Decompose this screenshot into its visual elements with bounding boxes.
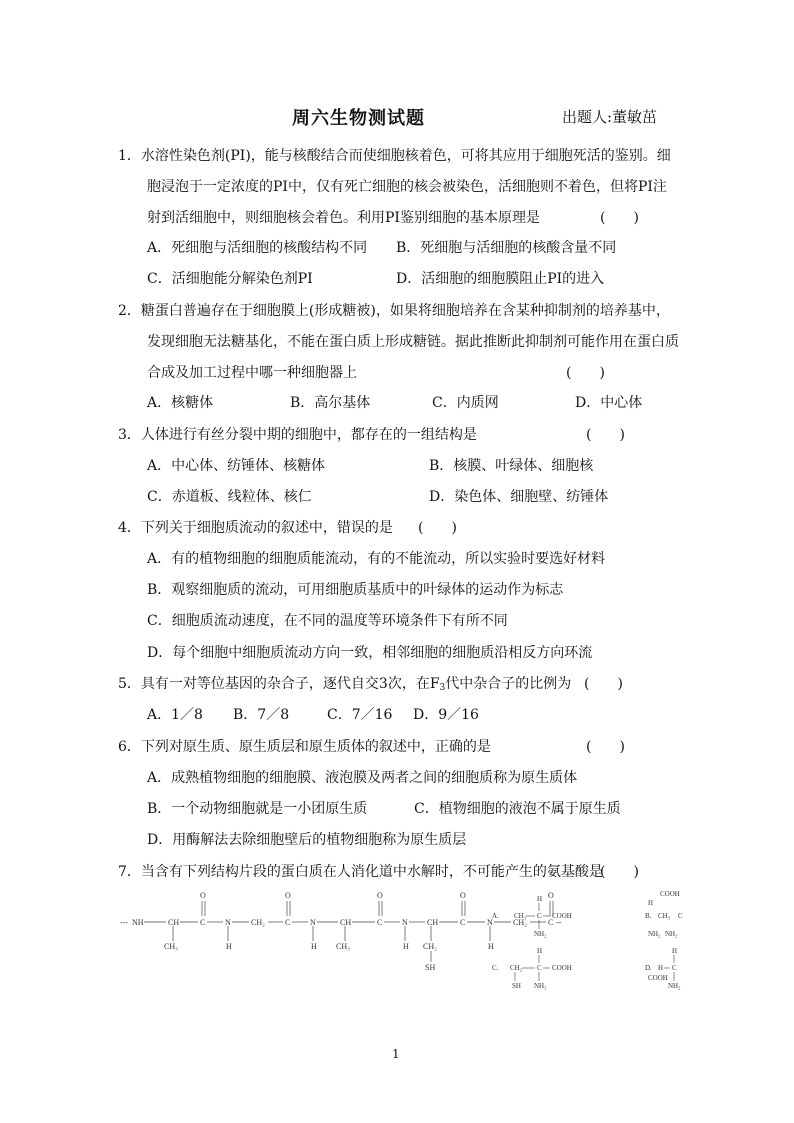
chain-sub-sh: SH <box>425 963 436 972</box>
opt-d-nh2: NH₂ <box>668 982 681 990</box>
opt-c-label: C. <box>492 964 499 972</box>
chain-oxygen-2: O <box>285 891 291 900</box>
author-label: 出题人:董敏茁 <box>562 108 658 126</box>
chain-atom-c-5: C <box>548 918 554 927</box>
q1-line-2: 胞浸泡于一定浓度的PI中，仅有死亡细胞的核会被染色，活细胞则不着色，但将PI注 <box>147 179 667 195</box>
q1-option-c: C．活细胞能分解染色剂PI <box>147 271 313 287</box>
q5-option-b: B．7／8 <box>233 707 290 723</box>
q6-line-1: 6．下列对原生质、原生质层和原生质体的叙述中，正确的是 <box>118 739 491 755</box>
opt-d-label: D. <box>645 964 652 972</box>
opt-d-h: H <box>672 947 678 955</box>
opt-d-h-left: H <box>658 964 664 972</box>
q6-option-a: A．成熟植物细胞的细胞膜、液泡膜及两者之间的细胞质称为原生质体 <box>147 770 578 786</box>
q3-option-d: D．染色体、细胞壁、纺锤体 <box>429 489 609 505</box>
q5-option-a: A．1／8 <box>147 707 203 723</box>
q7-answer-paren: ( ) <box>600 864 639 880</box>
q3-line-1: 3．人体进行有丝分裂中期的细胞中，都存在的一组结构是 <box>118 427 477 443</box>
chain-sub-ch3-1: CH₃ <box>164 942 178 951</box>
opt-c-sh: SH <box>512 982 521 990</box>
chain-atom-c-4: C <box>460 918 466 927</box>
chain-atom-ch-3: CH <box>427 918 439 927</box>
q1-answer-paren: ( ) <box>600 210 639 226</box>
opt-a-group: CH₃ <box>514 912 527 920</box>
q2-line-3: 合成及加工过程中哪一种细胞器上 <box>147 365 357 381</box>
chain-trail-dashes: -- <box>556 918 562 927</box>
chain-atom-c-2: C <box>285 918 291 927</box>
q5-option-c: C．7／16 <box>327 707 393 723</box>
chain-atom-n-3: N <box>402 918 408 927</box>
chain-sub-h-3: H <box>403 942 409 951</box>
opt-b-nh2-b: NH₂ <box>665 930 678 938</box>
chain-atom-n-1: N <box>225 918 231 927</box>
q4-option-c: C．细胞质流动速度，在不同的温度等环境条件下有所不同 <box>147 613 508 629</box>
q5-text-pre: 5．具有一对等位基因的杂合子，逐代自交3次，在F <box>118 676 440 692</box>
chain-oxygen-3: O <box>377 891 383 900</box>
opt-b-group: CH₃ <box>658 912 671 920</box>
q3-option-b: B．核膜、叶绿体、细胞核 <box>429 458 594 474</box>
chain-sub-h-4: H <box>488 942 494 951</box>
chain-oxygen-5: O <box>548 891 554 900</box>
q4-option-d: D．每个细胞中细胞质流动方向一致，相邻细胞的细胞质沿相反方向环流 <box>147 645 593 661</box>
chain-atom-c-3: C <box>377 918 383 927</box>
opt-c-nh2: NH₂ <box>534 982 547 990</box>
chain-sub-ch3-2: CH₃ <box>336 942 350 951</box>
chain-lead-dashes: --- <box>120 918 128 927</box>
q1-option-b: B．死细胞与活细胞的核酸含量不同 <box>396 240 617 256</box>
chain-oxygen-4: O <box>460 891 466 900</box>
q2-option-b: B．高尔基体 <box>290 395 371 411</box>
chain-sub-ch2: CH₂ <box>423 942 437 951</box>
opt-a-h: H <box>537 895 543 903</box>
q3-answer-paren: ( ) <box>586 427 625 443</box>
q3-option-c: C．赤道板、线粒体、核仁 <box>147 489 312 505</box>
chain-atom-ch2-2: CH₂ <box>513 918 527 927</box>
q2-option-a: A．核糖体 <box>147 395 214 411</box>
q4-answer-paren: ( ) <box>418 520 457 536</box>
q4-line-1: 4．下列关于细胞质流动的叙述中，错误的是 <box>118 520 393 536</box>
opt-c-group: CH₂ <box>510 964 523 972</box>
q2-answer-paren: ( ) <box>566 365 605 381</box>
page-title: 周六生物测试题 <box>292 108 425 129</box>
opt-a-label: A. <box>492 912 499 920</box>
header <box>0 104 794 132</box>
q1-line-3: 射到活细胞中，则细胞核会着色。利用PI鉴别细胞的基本原理是 <box>147 210 540 226</box>
q2-line-1: 2．糖蛋白普遍存在于细胞膜上(形成糖被)，如果将细胞培养在含某种抑制剂的培养基中， <box>118 303 670 319</box>
q3-option-a: A．中心体、纺锤体、核糖体 <box>147 458 326 474</box>
opt-c-carbon: C <box>537 964 542 972</box>
q6-option-d: D．用酶解法去除细胞壁后的植物细胞称为原生质层 <box>147 832 467 848</box>
opt-c-acid: COOH <box>552 964 572 972</box>
chain-atom-nh: NH <box>132 918 144 927</box>
q4-option-b: B．观察细胞质的流动，可用细胞质基质中的叶绿体的运动作为标志 <box>147 582 564 598</box>
q1-option-d: D．活细胞的细胞膜阻止PI的进入 <box>396 271 605 287</box>
q2-line-2: 发现细胞无法糖基化，不能在蛋白质上形成糖链。据此推断此抑制剂可能作用在蛋白质 <box>147 334 679 350</box>
q5-text-post: 代中杂合子的比例为 <box>445 676 572 692</box>
opt-b-nh2: NH₂ <box>648 930 661 938</box>
q7-line-1: 7．当含有下列结构片段的蛋白质在人消化道中水解时，不可能产生的氨基酸是 <box>118 864 603 880</box>
opt-b-acid: COOH <box>660 890 680 898</box>
page-number: 1 <box>392 1047 400 1061</box>
chain-atom-ch-2: CH <box>340 918 352 927</box>
chain-atom-ch2-1: CH₂ <box>251 918 265 927</box>
q2-option-c: C．内质网 <box>432 395 499 411</box>
chain-atom-ch-1: CH <box>168 918 180 927</box>
q5-option-d: D．9／16 <box>413 707 479 723</box>
q5-subscript: 3 <box>439 683 446 693</box>
opt-c-h: H <box>537 947 543 955</box>
opt-a-carbon: C <box>537 912 542 920</box>
chain-sub-h-2: H <box>311 942 317 951</box>
q1-line-1: 1．水溶性染色剂(PI)，能与核酸结合而使细胞核着色，可将其应用于细胞死活的鉴别。细 <box>118 148 671 164</box>
q4-option-a: A．有的植物细胞的细胞质能流动，有的不能流动，所以实验时要选好材料 <box>147 551 606 567</box>
opt-d-acid: COOH <box>648 974 668 982</box>
peptide-structure-figure <box>120 888 683 998</box>
chain-atom-n-2: N <box>310 918 316 927</box>
q6-answer-paren: ( ) <box>586 739 625 755</box>
q5-line-1 <box>118 674 571 698</box>
q5-answer-paren: ( ) <box>584 676 623 692</box>
q2-option-d: D．中心体 <box>575 395 643 411</box>
chain-sub-h-1: H <box>226 942 232 951</box>
opt-b-label: B. <box>645 912 652 920</box>
opt-a-acid: COOH <box>552 912 572 920</box>
chain-atom-c-1: C <box>200 918 206 927</box>
q6-option-c: C．植物细胞的液泡不属于原生质 <box>414 801 621 817</box>
opt-b-carbon: C <box>678 912 683 920</box>
opt-d-carbon: C <box>672 964 677 972</box>
q1-option-a: A．死细胞与活细胞的核酸结构不同 <box>147 240 368 256</box>
chain-atom-n-4: N <box>487 918 493 927</box>
opt-b-h: H <box>648 899 654 907</box>
chain-oxygen-1: O <box>200 891 206 900</box>
opt-a-nh2: NH₂ <box>534 930 547 938</box>
q6-option-b: B．一个动物细胞就是一小团原生质 <box>147 801 368 817</box>
